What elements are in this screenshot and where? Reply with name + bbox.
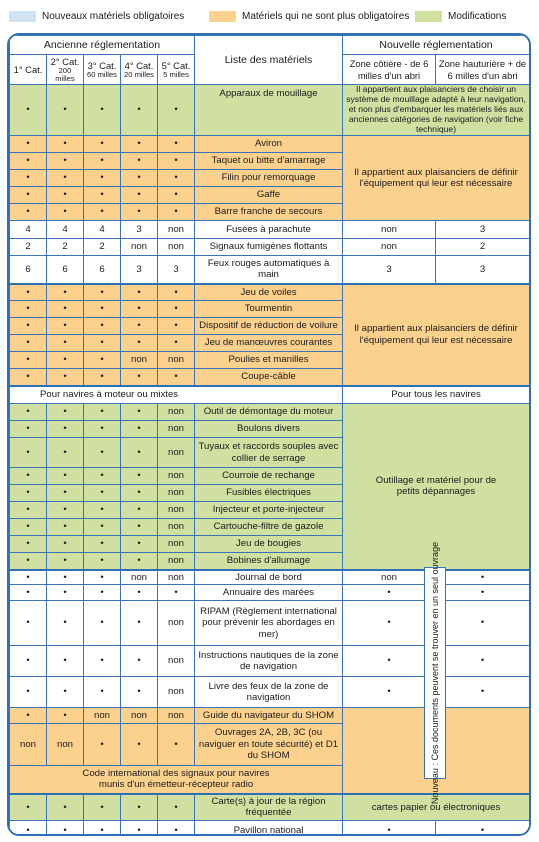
table-cell: • bbox=[121, 318, 158, 335]
table-cell: • bbox=[84, 570, 121, 585]
table-cell: non bbox=[121, 352, 158, 369]
item-name: Signaux fumigènes flottants bbox=[195, 239, 343, 256]
table-row bbox=[10, 708, 530, 724]
table-cell: non bbox=[121, 708, 158, 724]
table-cell: • bbox=[84, 724, 121, 766]
cartes-note: cartes papier ou électroniques bbox=[343, 794, 530, 821]
table-row bbox=[10, 646, 530, 677]
table-cell: • bbox=[84, 85, 121, 136]
table-cell: • bbox=[47, 187, 84, 204]
table-cell: • bbox=[158, 318, 195, 335]
table-cell: non bbox=[158, 708, 195, 724]
table-cell: • bbox=[84, 502, 121, 519]
table-cell: • bbox=[158, 585, 195, 601]
table-cell: • bbox=[84, 553, 121, 570]
table-cell: • bbox=[84, 519, 121, 536]
table-cell: • bbox=[84, 187, 121, 204]
table-row bbox=[10, 570, 530, 585]
table-cell: • bbox=[47, 677, 84, 708]
table-cell: • bbox=[47, 553, 84, 570]
item-name: Gaffe bbox=[195, 187, 343, 204]
cell-text: 20 milles bbox=[124, 69, 154, 79]
item-name: Coupe-câble bbox=[195, 369, 343, 386]
table-cell: • bbox=[121, 335, 158, 352]
table-cell: • bbox=[10, 136, 47, 153]
table-cell: • bbox=[84, 369, 121, 386]
table-cell: • bbox=[121, 301, 158, 318]
table-cell: • bbox=[47, 519, 84, 536]
table-cell: 3 bbox=[121, 221, 158, 239]
table-cell: • bbox=[47, 821, 84, 837]
table-cell: • bbox=[436, 585, 530, 601]
table-cell: non bbox=[121, 570, 158, 585]
table-row bbox=[10, 284, 530, 301]
table-cell: • bbox=[158, 794, 195, 821]
item-name: Fusibles électriques bbox=[195, 485, 343, 502]
header-cat-2 bbox=[47, 55, 84, 85]
item-name: Apparaux de mouillage bbox=[195, 85, 343, 136]
table-cell: • bbox=[84, 794, 121, 821]
table-cell: 3 bbox=[436, 221, 530, 239]
cell-text: 2° Cat. bbox=[50, 55, 80, 67]
item-name: Courroie de rechange bbox=[195, 468, 343, 485]
table-cell: non bbox=[158, 421, 195, 438]
table-cell: 2 bbox=[436, 239, 530, 256]
table-cell: • bbox=[84, 352, 121, 369]
table-cell: non bbox=[158, 352, 195, 369]
table-cell: • bbox=[47, 585, 84, 601]
table-cell: • bbox=[158, 187, 195, 204]
item-name: Annuaire des marées bbox=[195, 585, 343, 601]
table-cell: non bbox=[158, 677, 195, 708]
item-name: Injecteur et porte-injecteur bbox=[195, 502, 343, 519]
table-cell: • bbox=[10, 404, 47, 421]
table-row bbox=[10, 85, 530, 136]
table-cell: • bbox=[121, 502, 158, 519]
legend-modified-swatch bbox=[415, 11, 442, 22]
item-name: Taquet ou bitte d'amarrage bbox=[195, 153, 343, 170]
table-cell: • bbox=[47, 502, 84, 519]
table-cell: • bbox=[121, 536, 158, 553]
table-cell: 6 bbox=[47, 256, 84, 284]
table-row bbox=[10, 404, 530, 421]
cell-text: 3° Cat. bbox=[87, 59, 117, 71]
table-cell: • bbox=[47, 335, 84, 352]
table-cell: • bbox=[10, 187, 47, 204]
table-cell: non bbox=[158, 519, 195, 536]
table-cell: • bbox=[436, 570, 530, 585]
item-name: Tourmentin bbox=[195, 301, 343, 318]
table-cell: • bbox=[343, 677, 436, 708]
table-row bbox=[10, 221, 530, 239]
table-cell: • bbox=[158, 284, 195, 301]
table-cell: • bbox=[121, 153, 158, 170]
item-name: Jeu de bougies bbox=[195, 536, 343, 553]
table-cell: • bbox=[10, 153, 47, 170]
table-cell: • bbox=[436, 677, 530, 708]
table-cell: 4 bbox=[10, 221, 47, 239]
header-old-regulation: Ancienne réglementation bbox=[10, 36, 195, 55]
table-row bbox=[10, 256, 530, 284]
cell-text: 5° Cat. bbox=[161, 59, 191, 71]
table-cell: non bbox=[158, 536, 195, 553]
cell-text: 5 milles bbox=[163, 69, 189, 79]
table-cell: 6 bbox=[84, 256, 121, 284]
table-cell: • bbox=[158, 369, 195, 386]
table-cell: • bbox=[436, 601, 530, 646]
table-cell: • bbox=[47, 284, 84, 301]
table-row bbox=[10, 136, 530, 153]
table-cell: non bbox=[158, 485, 195, 502]
cell-text: 1° Cat. bbox=[13, 63, 43, 75]
table-cell: non bbox=[158, 570, 195, 585]
table-cell: non bbox=[158, 221, 195, 239]
table-cell: • bbox=[47, 85, 84, 136]
header-new-regulation: Nouvelle réglementation bbox=[343, 36, 530, 55]
table-cell: • bbox=[47, 301, 84, 318]
item-name: Aviron bbox=[195, 136, 343, 153]
table-cell: • bbox=[10, 204, 47, 221]
table-cell: 3 bbox=[343, 256, 436, 284]
table-cell: • bbox=[47, 170, 84, 187]
section-motor-right: Pour tous les navires bbox=[343, 386, 530, 404]
table-cell: • bbox=[158, 204, 195, 221]
table-cell: • bbox=[436, 821, 530, 837]
table-cell: • bbox=[84, 204, 121, 221]
table-cell: • bbox=[84, 438, 121, 468]
item-name: Instructions nautiques de la zone de navigation bbox=[195, 646, 343, 677]
table-cell: • bbox=[84, 153, 121, 170]
table-cell: • bbox=[121, 284, 158, 301]
table-cell: • bbox=[10, 519, 47, 536]
table-cell: 3 bbox=[158, 256, 195, 284]
table-cell: • bbox=[343, 646, 436, 677]
table-cell: non bbox=[158, 646, 195, 677]
cell-text: 4° Cat. bbox=[124, 59, 154, 71]
item-name: Barre franche de secours bbox=[195, 204, 343, 221]
table-cell: • bbox=[158, 335, 195, 352]
table-cell: • bbox=[10, 485, 47, 502]
table-cell: non bbox=[158, 438, 195, 468]
table-cell: • bbox=[158, 170, 195, 187]
item-name: Outil de démontage du moteur bbox=[195, 404, 343, 421]
plaisanciers-note-1: Il appartient aux plaisanciers de définir l'équipement qui leur est nécessaire bbox=[343, 136, 530, 221]
section-motor-left: Pour navires à moteur ou mixtes bbox=[10, 386, 343, 404]
table-cell: • bbox=[10, 708, 47, 724]
legend-removed bbox=[209, 9, 409, 24]
table-cell: • bbox=[84, 536, 121, 553]
equipment-table bbox=[9, 35, 530, 836]
table-cell: • bbox=[121, 438, 158, 468]
item-name: Poulies et manilles bbox=[195, 352, 343, 369]
table-cell: 4 bbox=[84, 221, 121, 239]
table-cell: • bbox=[10, 421, 47, 438]
table-cell: • bbox=[10, 301, 47, 318]
table-cell: • bbox=[10, 468, 47, 485]
table-cell: • bbox=[47, 369, 84, 386]
table-cell: • bbox=[121, 724, 158, 766]
table-cell: • bbox=[121, 421, 158, 438]
table-cell: • bbox=[121, 204, 158, 221]
item-name: Feux rouges automatiques à main bbox=[195, 256, 343, 284]
table-row bbox=[10, 677, 530, 708]
table-cell: non bbox=[47, 724, 84, 766]
table-cell: • bbox=[47, 708, 84, 724]
item-name: Bobines d'allumage bbox=[195, 553, 343, 570]
table-cell: • bbox=[10, 821, 47, 837]
table-row bbox=[10, 386, 530, 404]
header-offshore-zone: Zone hauturière + de 6 milles d'un abri bbox=[436, 55, 530, 85]
table-cell: • bbox=[47, 468, 84, 485]
table-cell: • bbox=[84, 421, 121, 438]
table-cell: • bbox=[10, 352, 47, 369]
table-row bbox=[10, 794, 530, 821]
table-cell: • bbox=[10, 570, 47, 585]
table-cell: • bbox=[10, 438, 47, 468]
table-cell: • bbox=[84, 485, 121, 502]
table-cell: • bbox=[121, 485, 158, 502]
item-name: Boulons divers bbox=[195, 421, 343, 438]
table-cell: • bbox=[84, 335, 121, 352]
table-cell: • bbox=[47, 136, 84, 153]
table-cell: • bbox=[158, 153, 195, 170]
legend-modified-label: Modifications bbox=[448, 11, 507, 22]
table-cell: • bbox=[47, 570, 84, 585]
item-name: Jeu de manœuvres courantes bbox=[195, 335, 343, 352]
item-name: Ouvrages 2A, 2B, 3C (ou naviguer en toute sécurité) et D1 du SHOM bbox=[195, 724, 343, 766]
table-cell: • bbox=[47, 536, 84, 553]
table-cell: non bbox=[343, 221, 436, 239]
table-cell: • bbox=[121, 646, 158, 677]
item-name: Livre des feux de la zone de navigation bbox=[195, 677, 343, 708]
header-cat-5 bbox=[158, 55, 195, 85]
item-name: Carte(s) à jour de la région fréquentée bbox=[195, 794, 343, 821]
table-cell: • bbox=[121, 187, 158, 204]
item-name: Journal de bord bbox=[195, 570, 343, 585]
single-book-note bbox=[424, 541, 446, 805]
cell-text: 60 milles bbox=[87, 69, 117, 79]
table-cell: • bbox=[158, 724, 195, 766]
table-cell: non bbox=[84, 708, 121, 724]
table-cell: • bbox=[47, 485, 84, 502]
table-cell: • bbox=[84, 585, 121, 601]
equipment-table-frame bbox=[7, 33, 531, 836]
table-cell: • bbox=[10, 536, 47, 553]
legend-removed-label: Matériels qui ne sont plus obligatoires bbox=[242, 11, 410, 22]
table-row bbox=[10, 239, 530, 256]
table-cell: • bbox=[10, 646, 47, 677]
table-row bbox=[10, 821, 530, 837]
header-cat-3 bbox=[84, 55, 121, 85]
table-cell: • bbox=[47, 646, 84, 677]
item-name: Dispositif de réduction de voilure bbox=[195, 318, 343, 335]
table-cell: • bbox=[343, 821, 436, 837]
item-name: RIPAM (Règlement international pour prévenir les abordages en mer) bbox=[195, 601, 343, 646]
table-cell: • bbox=[121, 468, 158, 485]
table-cell: • bbox=[84, 404, 121, 421]
table-cell: • bbox=[47, 794, 84, 821]
mouillage-note: Il appartient aux plaisanciers de choisir un système de mouillage adapté à leur navigation, et non plus d'embarquer les matériels liés aux anciennes catégories de navigation (voir fiche technique) bbox=[343, 85, 530, 136]
table-cell: 3 bbox=[436, 256, 530, 284]
table-cell: • bbox=[47, 404, 84, 421]
table-cell: 2 bbox=[47, 239, 84, 256]
code-signaux: Code international des signaux pour navires munis d'un émetteur-récepteur radio bbox=[10, 766, 343, 794]
table-cell: • bbox=[158, 821, 195, 837]
table-cell: • bbox=[158, 301, 195, 318]
table-cell: 2 bbox=[84, 239, 121, 256]
outillage-note: Outillage et matériel pour de petits dépannages bbox=[343, 404, 530, 570]
item-name: Cartouche-filtre de gazole bbox=[195, 519, 343, 536]
table-cell: non bbox=[158, 404, 195, 421]
plaisanciers-note-2: Il appartient aux plaisanciers de définir l'équipement qui leur est nécessaire bbox=[343, 284, 530, 386]
item-name: Pavillon national bbox=[195, 821, 343, 837]
table-cell: non bbox=[121, 239, 158, 256]
table-cell: • bbox=[10, 284, 47, 301]
table-cell: • bbox=[121, 794, 158, 821]
table-cell: • bbox=[121, 677, 158, 708]
legend-modified bbox=[415, 9, 506, 24]
legend-new bbox=[9, 9, 184, 24]
header-cat-1 bbox=[10, 55, 47, 85]
table-cell: • bbox=[84, 601, 121, 646]
table-cell: non bbox=[158, 239, 195, 256]
table-row bbox=[10, 585, 530, 601]
table-cell: • bbox=[121, 404, 158, 421]
table-cell: • bbox=[121, 170, 158, 187]
table-cell: • bbox=[121, 136, 158, 153]
legend-removed-swatch bbox=[209, 11, 236, 22]
table-cell: • bbox=[343, 585, 436, 601]
header-cat-4 bbox=[121, 55, 158, 85]
item-name: Guide du navigateur du SHOM bbox=[195, 708, 343, 724]
header-equipment-list: Liste des matériels bbox=[195, 36, 343, 85]
table-cell: non bbox=[10, 724, 47, 766]
table-cell: • bbox=[47, 601, 84, 646]
table-cell: • bbox=[84, 821, 121, 837]
table-cell: • bbox=[121, 601, 158, 646]
cell-text: Nouveau : Ces documents peuvent se trouver en un seul ouvrage bbox=[429, 541, 440, 805]
table-cell: • bbox=[84, 170, 121, 187]
cell-text: 200 milles bbox=[55, 65, 75, 84]
table-cell: 2 bbox=[10, 239, 47, 256]
table-cell: • bbox=[121, 369, 158, 386]
table-cell: 3 bbox=[121, 256, 158, 284]
table-cell: non bbox=[158, 502, 195, 519]
header-coastal-zone: Zone côtière - de 6 milles d'un abri bbox=[343, 55, 436, 85]
table-cell: non bbox=[158, 553, 195, 570]
table-cell: • bbox=[10, 170, 47, 187]
table-cell: • bbox=[84, 677, 121, 708]
table-cell: • bbox=[121, 821, 158, 837]
item-name: Fusées à parachute bbox=[195, 221, 343, 239]
table-cell: • bbox=[158, 136, 195, 153]
item-name: Filin pour remorquage bbox=[195, 170, 343, 187]
table-cell: • bbox=[121, 553, 158, 570]
table-cell: • bbox=[10, 677, 47, 708]
table-cell: • bbox=[121, 519, 158, 536]
table-cell: • bbox=[10, 794, 47, 821]
table-cell: • bbox=[121, 585, 158, 601]
table-row bbox=[10, 601, 530, 646]
table-cell: • bbox=[84, 301, 121, 318]
table-cell: non bbox=[158, 468, 195, 485]
table-cell: • bbox=[84, 646, 121, 677]
table-cell: non bbox=[343, 239, 436, 256]
table-cell: • bbox=[10, 369, 47, 386]
table-cell: • bbox=[47, 153, 84, 170]
item-name: Jeu de voiles bbox=[195, 284, 343, 301]
legend-new-label: Nouveaux matériels obligatoires bbox=[42, 11, 185, 22]
table-cell: 6 bbox=[10, 256, 47, 284]
legend bbox=[9, 9, 531, 24]
table-cell: • bbox=[158, 85, 195, 136]
table-cell: non bbox=[343, 570, 436, 585]
table-cell: • bbox=[84, 318, 121, 335]
legend-new-swatch bbox=[9, 11, 36, 22]
table-cell: • bbox=[84, 468, 121, 485]
table-cell: • bbox=[10, 502, 47, 519]
table-cell: • bbox=[10, 601, 47, 646]
table-cell: • bbox=[47, 438, 84, 468]
table-cell: • bbox=[47, 318, 84, 335]
table-cell: • bbox=[121, 85, 158, 136]
table-cell: • bbox=[10, 318, 47, 335]
table-cell: • bbox=[10, 553, 47, 570]
table-cell: • bbox=[84, 284, 121, 301]
table-cell: • bbox=[47, 204, 84, 221]
table-cell: • bbox=[10, 85, 47, 136]
table-cell: • bbox=[47, 421, 84, 438]
table-cell: • bbox=[10, 585, 47, 601]
table-cell: • bbox=[343, 601, 436, 646]
item-name: Tuyaux et raccords souples avec collier de serrage bbox=[195, 438, 343, 468]
table-cell: • bbox=[10, 335, 47, 352]
table-cell: non bbox=[158, 601, 195, 646]
table-cell: • bbox=[436, 646, 530, 677]
table-cell: 4 bbox=[47, 221, 84, 239]
table-cell: • bbox=[84, 136, 121, 153]
table-cell: • bbox=[47, 352, 84, 369]
